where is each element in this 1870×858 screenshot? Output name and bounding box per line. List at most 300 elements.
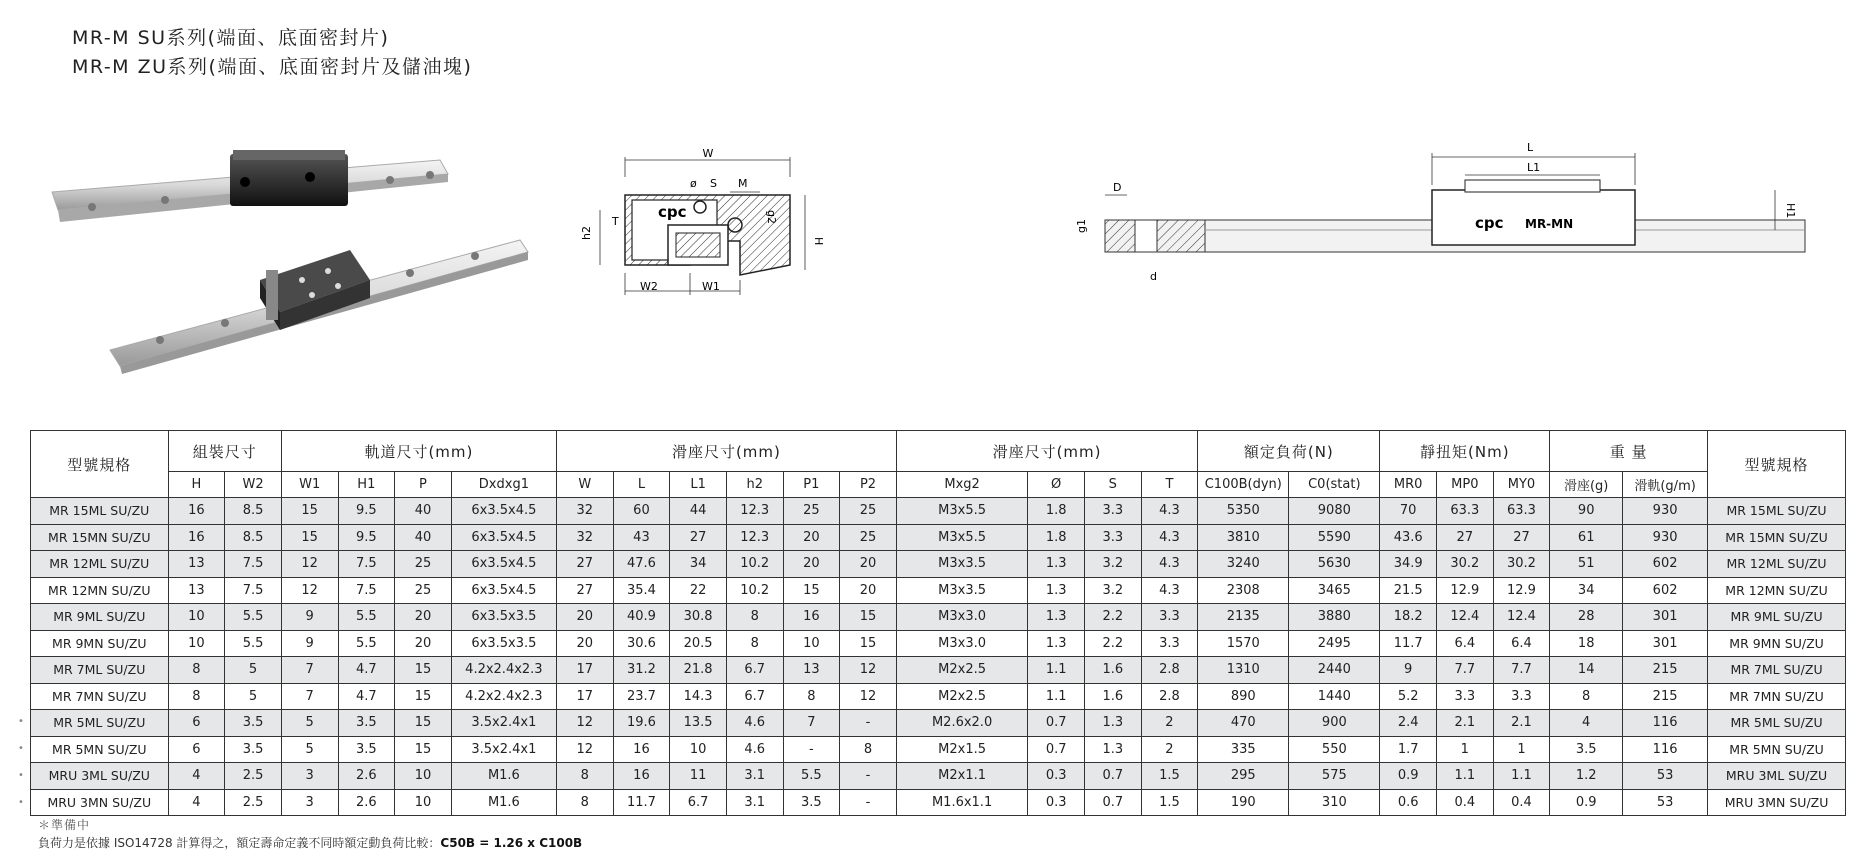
table-cell: 6x3.5x4.5 <box>451 498 556 525</box>
table-cell: 40.9 <box>613 604 670 631</box>
table-cell: 2.8 <box>1141 683 1198 710</box>
table-cell: 15 <box>840 604 897 631</box>
table-cell: 27 <box>556 577 613 604</box>
table-cell: 9 <box>281 604 338 631</box>
series-title-su: MR-M SU系列(端面、底面密封片) <box>72 27 390 49</box>
table-cell: 63.3 <box>1493 498 1550 525</box>
col-group-model-right: 型號規格 <box>1708 431 1846 498</box>
table-cell: 2.6 <box>338 763 395 790</box>
model-cell: MRU 3ML SU/ZU <box>1708 763 1846 790</box>
table-cell: 22 <box>670 577 727 604</box>
table-cell: 6.7 <box>670 789 727 816</box>
col-header: S <box>1084 472 1141 498</box>
table-cell: 1310 <box>1198 657 1289 684</box>
table-cell: M3x5.5 <box>896 498 1028 525</box>
table-cell: 13.5 <box>670 710 727 737</box>
table-cell: 7 <box>281 683 338 710</box>
table-cell: 4.3 <box>1141 577 1198 604</box>
col-group-assembly: 組裝尺寸 <box>168 431 281 472</box>
table-cell: 2135 <box>1198 604 1289 631</box>
model-cell: MR 9MN SU/ZU <box>31 630 169 657</box>
table-cell: 6.4 <box>1493 630 1550 657</box>
table-cell: 900 <box>1289 710 1380 737</box>
table-cell: 23.7 <box>613 683 670 710</box>
table-cell: 63.3 <box>1437 498 1494 525</box>
table-cell: 8 <box>556 789 613 816</box>
model-cell: MRU 3MN SU/ZU <box>31 789 169 816</box>
table-cell: 20 <box>783 524 840 551</box>
table-cell: 17 <box>556 657 613 684</box>
dim-T: T <box>612 215 619 228</box>
table-cell: 30.6 <box>613 630 670 657</box>
table-cell: 1.5 <box>1141 763 1198 790</box>
col-header: MR0 <box>1380 472 1437 498</box>
table-cell: 6.7 <box>726 683 783 710</box>
table-cell: 8 <box>726 630 783 657</box>
dim-L: L <box>1527 141 1534 154</box>
col-group-block: 滑座尺寸(mm) <box>556 431 896 472</box>
table-row <box>31 604 1846 631</box>
table-cell: 1.2 <box>1550 763 1623 790</box>
table-cell: 3.2 <box>1084 551 1141 578</box>
table-cell: M2x2.5 <box>896 657 1028 684</box>
table-cell: 10 <box>670 736 727 763</box>
table-cell: 9080 <box>1289 498 1380 525</box>
table-cell: 16 <box>783 604 840 631</box>
row-marker: • <box>18 716 24 728</box>
table-cell: 20 <box>395 604 452 631</box>
table-cell: 13 <box>168 577 225 604</box>
dim-L1: L1 <box>1527 161 1541 174</box>
note-load <box>38 834 582 851</box>
table-cell: 90 <box>1550 498 1623 525</box>
table-cell: 6 <box>168 710 225 737</box>
table-cell: 6x3.5x4.5 <box>451 524 556 551</box>
table-cell: 0.4 <box>1493 789 1550 816</box>
table-cell: 1.5 <box>1141 789 1198 816</box>
table-cell: 3880 <box>1289 604 1380 631</box>
col-header: P2 <box>840 472 897 498</box>
table-cell: 8 <box>726 604 783 631</box>
table-row <box>31 763 1846 790</box>
table-cell: 6x3.5x3.5 <box>451 604 556 631</box>
table-cell: 2.2 <box>1084 630 1141 657</box>
table-cell: 4.7 <box>338 683 395 710</box>
table-cell: 550 <box>1289 736 1380 763</box>
table-cell: 5 <box>281 710 338 737</box>
model-cell: MR 9ML SU/ZU <box>31 604 169 631</box>
table-cell: 9.5 <box>338 524 395 551</box>
table-cell: 4.7 <box>338 657 395 684</box>
table-cell: 5.5 <box>225 630 282 657</box>
table-cell: 1.1 <box>1028 657 1085 684</box>
table-cell: 12 <box>840 683 897 710</box>
table-cell: 5.5 <box>783 763 840 790</box>
table-cell: 2308 <box>1198 577 1289 604</box>
table-cell: 3.5 <box>338 710 395 737</box>
table-cell: 12 <box>556 736 613 763</box>
model-cell: MR 15ML SU/ZU <box>31 498 169 525</box>
model-cell: MR 12ML SU/ZU <box>1708 551 1846 578</box>
col-header: H1 <box>338 472 395 498</box>
col-header: L1 <box>670 472 727 498</box>
col-header: 滑座(g) <box>1550 472 1623 498</box>
table-cell: 43.6 <box>1380 524 1437 551</box>
table-cell: 930 <box>1623 524 1708 551</box>
table-cell: 1.3 <box>1084 710 1141 737</box>
col-group-rail: 軌道尺寸(mm) <box>281 431 556 472</box>
side-model: MR-MN <box>1525 217 1574 231</box>
table-cell: 53 <box>1623 789 1708 816</box>
col-header: W <box>556 472 613 498</box>
col-header: L <box>613 472 670 498</box>
table-cell: 6x3.5x3.5 <box>451 630 556 657</box>
series-title-zu: MR-M ZU系列(端面、底面密封片及儲油塊) <box>72 56 473 78</box>
table-cell: 34 <box>1550 577 1623 604</box>
table-cell: 0.3 <box>1028 763 1085 790</box>
dim-W2: W2 <box>640 280 658 293</box>
col-header: C0(stat) <box>1289 472 1380 498</box>
table-cell: 4.3 <box>1141 551 1198 578</box>
table-cell: 2.6 <box>338 789 395 816</box>
table-cell: 1.6 <box>1084 683 1141 710</box>
table-cell: M3x3.0 <box>896 604 1028 631</box>
table-cell: 40 <box>395 524 452 551</box>
cross-logo: cpc <box>658 203 687 221</box>
col-header: H <box>168 472 225 498</box>
side-logo: cpc <box>1475 214 1504 232</box>
model-cell: MR 9ML SU/ZU <box>1708 604 1846 631</box>
table-cell: 2.1 <box>1493 710 1550 737</box>
table-cell: 310 <box>1289 789 1380 816</box>
table-cell: 3.3 <box>1084 524 1141 551</box>
table-cell: 890 <box>1198 683 1289 710</box>
table-cell: 35.4 <box>613 577 670 604</box>
table-cell: 0.7 <box>1028 736 1085 763</box>
table-row <box>31 630 1846 657</box>
table-cell: 3.2 <box>1084 577 1141 604</box>
table-cell: 15 <box>281 498 338 525</box>
table-cell: - <box>783 736 840 763</box>
table-cell: 335 <box>1198 736 1289 763</box>
model-cell: MRU 3MN SU/ZU <box>1708 789 1846 816</box>
table-cell: 10.2 <box>726 577 783 604</box>
table-cell: 12.4 <box>1437 604 1494 631</box>
table-row <box>31 657 1846 684</box>
table-cell: 15 <box>395 657 452 684</box>
table-cell: 34 <box>670 551 727 578</box>
table-cell: 5 <box>281 736 338 763</box>
table-cell: 11.7 <box>1380 630 1437 657</box>
table-cell: 16 <box>168 524 225 551</box>
table-cell: 25 <box>783 498 840 525</box>
table-cell: 3.5 <box>225 736 282 763</box>
table-cell: M1.6 <box>451 789 556 816</box>
table-cell: 16 <box>168 498 225 525</box>
table-cell: 8 <box>1550 683 1623 710</box>
table-cell: 51 <box>1550 551 1623 578</box>
table-cell: 34.9 <box>1380 551 1437 578</box>
table-cell: 5.5 <box>225 604 282 631</box>
table-cell: 5590 <box>1289 524 1380 551</box>
table-cell: 70 <box>1380 498 1437 525</box>
row-marker: • <box>18 770 24 781</box>
table-cell: 9.5 <box>338 498 395 525</box>
table-cell: 575 <box>1289 763 1380 790</box>
table-cell: 3.5 <box>338 736 395 763</box>
table-cell: 30.2 <box>1493 551 1550 578</box>
table-cell: - <box>840 789 897 816</box>
table-cell: 1.3 <box>1028 577 1085 604</box>
table-cell: 3.1 <box>726 789 783 816</box>
table-cell: 7.5 <box>225 577 282 604</box>
dim-h2: h2 <box>580 226 593 240</box>
col-header: MP0 <box>1437 472 1494 498</box>
table-cell: 4.6 <box>726 710 783 737</box>
dim-g2: g2 <box>765 210 778 224</box>
model-cell: MR 15ML SU/ZU <box>1708 498 1846 525</box>
table-cell: 2.1 <box>1437 710 1494 737</box>
table-cell: 10 <box>783 630 840 657</box>
table-cell: 1.3 <box>1028 551 1085 578</box>
table-cell: 20.5 <box>670 630 727 657</box>
table-cell: 61 <box>1550 524 1623 551</box>
table-row <box>31 710 1846 737</box>
col-group-load: 額定負荷(N) <box>1198 431 1380 472</box>
table-cell: 3.3 <box>1493 683 1550 710</box>
table-cell: 3.1 <box>726 763 783 790</box>
table-cell: M1.6 <box>451 763 556 790</box>
table-cell: 5350 <box>1198 498 1289 525</box>
dim-g1: g1 <box>1075 219 1088 233</box>
table-cell: M3x3.0 <box>896 630 1028 657</box>
table-cell: 7.5 <box>225 551 282 578</box>
table-cell: 4 <box>1550 710 1623 737</box>
table-cell: 602 <box>1623 577 1708 604</box>
table-cell: 15 <box>395 736 452 763</box>
table-cell: 301 <box>1623 630 1708 657</box>
col-header: C100B(dyn) <box>1198 472 1289 498</box>
table-cell: 4.3 <box>1141 498 1198 525</box>
table-cell: 25 <box>395 577 452 604</box>
table-cell: 3.5 <box>225 710 282 737</box>
table-cell: 32 <box>556 498 613 525</box>
table-cell: 3.5 <box>783 789 840 816</box>
table-cell: 12.9 <box>1437 577 1494 604</box>
col-header: P1 <box>783 472 840 498</box>
table-cell: 7.5 <box>338 577 395 604</box>
table-cell: 44 <box>670 498 727 525</box>
col-header: Ø <box>1028 472 1085 498</box>
table-cell: 4.2x2.4x2.3 <box>451 657 556 684</box>
dim-W: W <box>702 147 714 160</box>
table-cell: 12.4 <box>1493 604 1550 631</box>
table-cell: 10 <box>395 789 452 816</box>
table-row <box>31 524 1846 551</box>
table-cell: 2 <box>1141 710 1198 737</box>
table-cell: 10 <box>168 604 225 631</box>
table-cell: 15 <box>395 683 452 710</box>
model-cell: MR 5MN SU/ZU <box>31 736 169 763</box>
table-cell: 19.6 <box>613 710 670 737</box>
table-cell: - <box>840 710 897 737</box>
table-cell: 12 <box>556 710 613 737</box>
table-cell: 1.1 <box>1493 763 1550 790</box>
table-cell: 15 <box>395 710 452 737</box>
table-cell: 6x3.5x4.5 <box>451 577 556 604</box>
table-cell: 1.3 <box>1028 630 1085 657</box>
table-cell: 40 <box>395 498 452 525</box>
table-cell: 295 <box>1198 763 1289 790</box>
table-cell: 2.5 <box>225 763 282 790</box>
table-cell: 3240 <box>1198 551 1289 578</box>
table-cell: 8.5 <box>225 498 282 525</box>
table-cell: 1.7 <box>1380 736 1437 763</box>
table-cell: 8 <box>556 763 613 790</box>
model-cell: MR 5ML SU/ZU <box>31 710 169 737</box>
table-cell: 9 <box>1380 657 1437 684</box>
table-cell: 8 <box>840 736 897 763</box>
table-cell: 5630 <box>1289 551 1380 578</box>
table-cell: 1.1 <box>1028 683 1085 710</box>
table-cell: 14.3 <box>670 683 727 710</box>
col-header: h2 <box>726 472 783 498</box>
table-cell: 0.9 <box>1550 789 1623 816</box>
table-cell: 6.7 <box>726 657 783 684</box>
col-group-torque: 靜扭矩(Nm) <box>1380 431 1550 472</box>
table-cell: 20 <box>840 577 897 604</box>
dim-d: d <box>1150 270 1157 283</box>
table-cell: 3465 <box>1289 577 1380 604</box>
table-cell: 25 <box>840 524 897 551</box>
dim-D: D <box>1113 181 1122 194</box>
table-cell: 53 <box>1623 763 1708 790</box>
table-cell: 27 <box>556 551 613 578</box>
table-cell: 31.2 <box>613 657 670 684</box>
table-cell: 1.3 <box>1028 604 1085 631</box>
dim-W1: W1 <box>702 280 720 293</box>
table-cell: 1.8 <box>1028 498 1085 525</box>
table-cell: 1440 <box>1289 683 1380 710</box>
table-cell: 12 <box>281 577 338 604</box>
table-cell: 12 <box>840 657 897 684</box>
table-cell: 116 <box>1623 736 1708 763</box>
col-header: Mxg2 <box>896 472 1028 498</box>
table-cell: 21.8 <box>670 657 727 684</box>
table-cell: 5.5 <box>338 630 395 657</box>
table-cell: 301 <box>1623 604 1708 631</box>
col-header: W2 <box>225 472 282 498</box>
table-cell: 3810 <box>1198 524 1289 551</box>
model-cell: MR 15MN SU/ZU <box>31 524 169 551</box>
col-header: P <box>395 472 452 498</box>
table-cell: 930 <box>1623 498 1708 525</box>
table-cell: 8.5 <box>225 524 282 551</box>
table-cell: 3 <box>281 763 338 790</box>
table-cell: 11 <box>670 763 727 790</box>
table-cell: 3.3 <box>1141 630 1198 657</box>
table-cell: 9 <box>281 630 338 657</box>
table-cell: 4.2x2.4x2.3 <box>451 683 556 710</box>
table-cell: 20 <box>556 604 613 631</box>
table-cell: 0.7 <box>1084 763 1141 790</box>
table-cell: 10 <box>168 630 225 657</box>
table-cell: 3.5x2.4x1 <box>451 736 556 763</box>
model-cell: MR 7MN SU/ZU <box>1708 683 1846 710</box>
table-cell: 21.5 <box>1380 577 1437 604</box>
table-cell: 12.3 <box>726 498 783 525</box>
table-cell: 30.8 <box>670 604 727 631</box>
table-cell: 2.5 <box>225 789 282 816</box>
table-cell: 1.8 <box>1028 524 1085 551</box>
table-cell: 12 <box>281 551 338 578</box>
table-row <box>31 577 1846 604</box>
table-cell: 3 <box>281 789 338 816</box>
table-cell: 11.7 <box>613 789 670 816</box>
table-row <box>31 683 1846 710</box>
dim-H: H <box>812 237 825 246</box>
table-cell: 8 <box>168 657 225 684</box>
table-cell: 15 <box>281 524 338 551</box>
note-formula: C50B = 1.26 x C100B <box>440 836 583 850</box>
model-cell: MR 12MN SU/ZU <box>31 577 169 604</box>
table-cell: 32 <box>556 524 613 551</box>
table-cell: 2495 <box>1289 630 1380 657</box>
table-cell: M3x3.5 <box>896 551 1028 578</box>
table-cell: 27 <box>670 524 727 551</box>
table-cell: 0.4 <box>1437 789 1494 816</box>
table-cell: 5 <box>225 683 282 710</box>
table-cell: 7.7 <box>1437 657 1494 684</box>
table-cell: 3.3 <box>1141 604 1198 631</box>
table-cell: 0.3 <box>1028 789 1085 816</box>
table-cell: 15 <box>783 577 840 604</box>
table-cell: 215 <box>1623 683 1708 710</box>
table-cell: 190 <box>1198 789 1289 816</box>
table-cell: 0.6 <box>1380 789 1437 816</box>
table-cell: 10 <box>395 763 452 790</box>
table-cell: 3.3 <box>1084 498 1141 525</box>
table-cell: 1 <box>1437 736 1494 763</box>
table-cell: 1.1 <box>1437 763 1494 790</box>
table-cell: M3x5.5 <box>896 524 1028 551</box>
table-cell: 0.7 <box>1084 789 1141 816</box>
table-cell: M3x3.5 <box>896 577 1028 604</box>
cross-section-drawing <box>580 145 850 310</box>
table-cell: 1570 <box>1198 630 1289 657</box>
col-header: 滑軌(g/m) <box>1623 472 1708 498</box>
table-cell: M2x1.1 <box>896 763 1028 790</box>
table-cell: 60 <box>613 498 670 525</box>
model-cell: MR 15MN SU/ZU <box>1708 524 1846 551</box>
col-header: Dxdxg1 <box>451 472 556 498</box>
table-cell: 4 <box>168 763 225 790</box>
product-photo <box>50 140 540 375</box>
model-cell: MR 7ML SU/ZU <box>1708 657 1846 684</box>
table-cell: 2 <box>1141 736 1198 763</box>
table-cell: 6 <box>168 736 225 763</box>
model-cell: MR 5MN SU/ZU <box>1708 736 1846 763</box>
table-cell: 7.7 <box>1493 657 1550 684</box>
table-cell: M2x1.5 <box>896 736 1028 763</box>
table-cell: 0.7 <box>1028 710 1085 737</box>
col-group-block2: 滑座尺寸(mm) <box>896 431 1197 472</box>
table-cell: 8 <box>783 683 840 710</box>
col-header: T <box>1141 472 1198 498</box>
dim-M: M <box>738 177 748 190</box>
table-cell: 27 <box>1493 524 1550 551</box>
table-cell: 20 <box>840 551 897 578</box>
